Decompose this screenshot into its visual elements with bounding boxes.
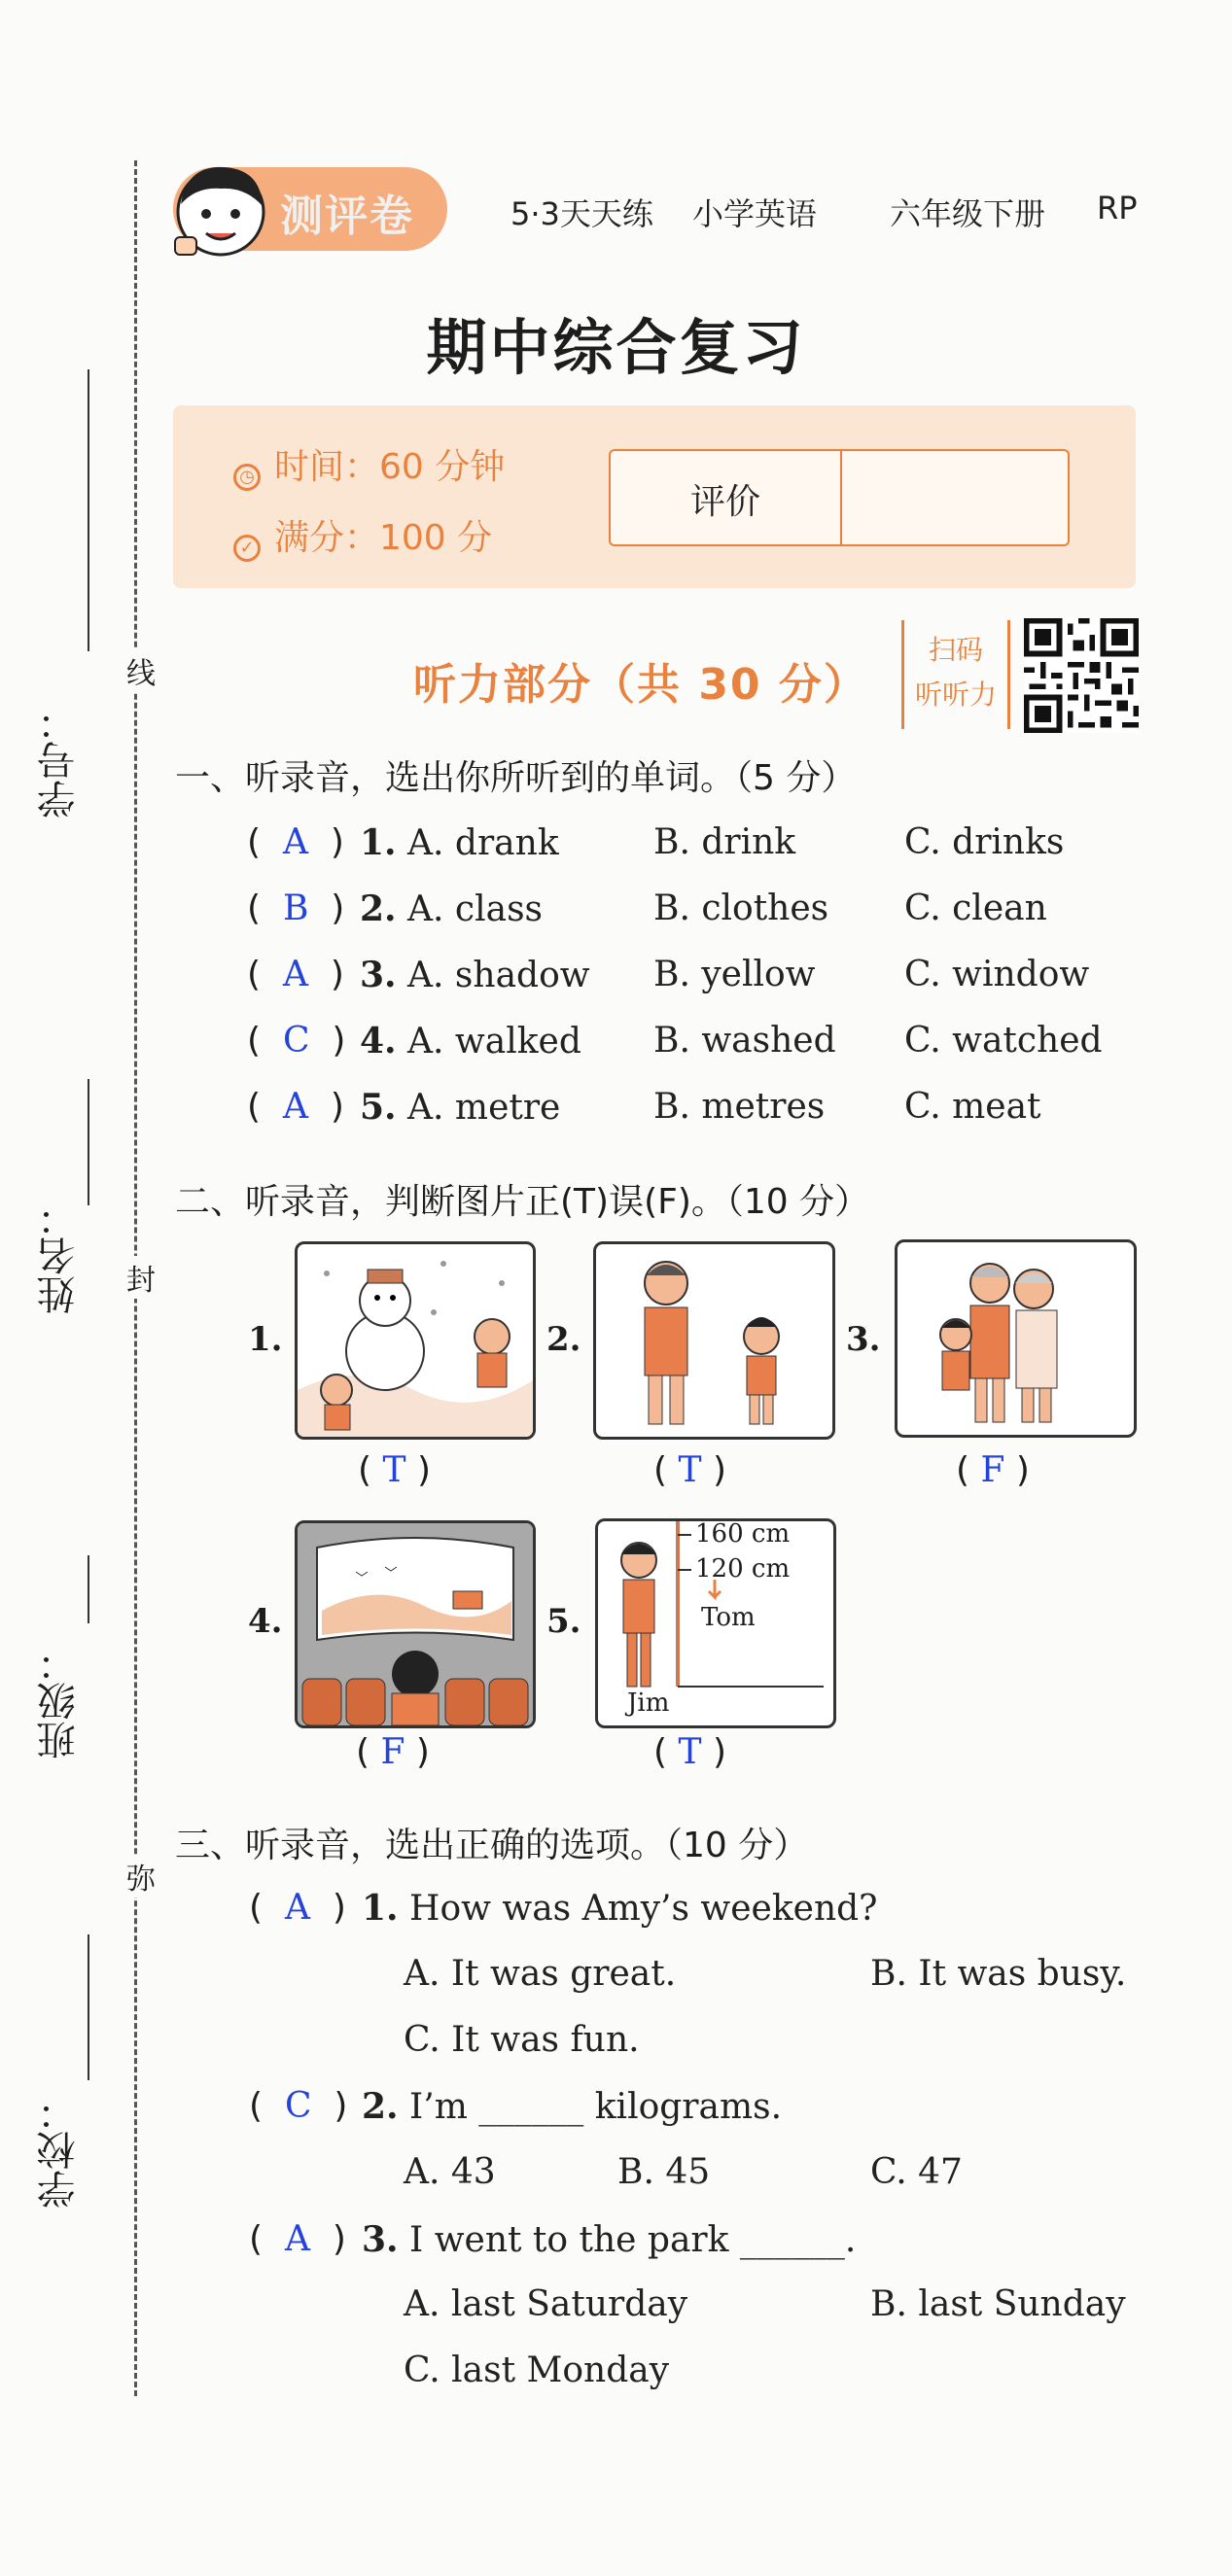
name-line [88,1079,89,1205]
pic2-man-and-girl-image [593,1241,835,1440]
header-edition: RP [1097,190,1138,226]
s3-question-number: 2. [362,2086,399,2127]
s1-option-c: C. drinks [904,822,1065,862]
mascot-icon [167,157,274,262]
s3-question [362,2086,782,2127]
s1-question [360,955,590,995]
badge-label: 测评卷 [280,191,414,241]
s1-question [360,1087,560,1128]
s1-question-number: 5. [360,1087,397,1128]
evaluation-box [609,449,1070,546]
page-title: 期中综合复习 [426,312,806,383]
s3-answer-bracket: ( A ) [249,1888,346,1928]
binding-char-mi: 弥 [126,1855,150,1897]
qr-code-icon[interactable] [1023,618,1140,733]
header-subject: 小学英语 [692,195,818,232]
s1-answer: B [282,888,309,928]
header-series: 5·3天天练 [510,195,653,232]
s1-question-number: 4. [360,1021,397,1062]
s1-option-a: A. walked [407,1022,581,1062]
pic5-label-160: 160 cm [695,1519,791,1549]
s3-option-c: C. last Monday [404,2350,670,2390]
pic1-answer: ( T ) [358,1450,432,1490]
score-text: 满分：100 分 [274,518,493,558]
section1-heading: 一、听录音，选出你所听到的单词。（5 分） [175,758,857,798]
pic5-answer-value: T [678,1732,702,1772]
s1-answer-bracket: ( B ) [247,888,345,928]
pic3-answer-value: F [980,1450,1005,1490]
class-line [88,1555,89,1623]
pic4-answer-value: F [380,1732,405,1772]
s3-question-text: I went to the park ______. [409,2220,857,2260]
s1-answer-bracket: ( A ) [247,955,344,994]
score-row [233,510,492,562]
time-row [233,439,505,491]
s3-answer-bracket: ( A ) [249,2219,346,2259]
pic4-answer: ( F ) [356,1732,430,1772]
s1-option-b: B. yellow [653,955,816,994]
pic1-answer-value: T [382,1450,406,1490]
s1-option-b: B. washed [653,1021,836,1061]
name-label: 姓名： [37,1198,82,1314]
student-no-line [88,369,89,651]
pic1-snowman-image [295,1241,536,1440]
pic2-answer-value: T [678,1450,702,1490]
s1-option-c: C. clean [904,888,1047,928]
pic1-number: 1. [248,1320,283,1359]
scan-label [901,620,1010,729]
check-icon: ✓ [233,535,261,562]
student-no-label: 学号： [37,702,82,818]
s1-answer: A [282,955,308,994]
s3-answer: A [284,2219,310,2259]
s3-option-a: A. 43 [404,2152,496,2192]
s1-question-number: 1. [360,822,397,863]
s3-answer: C [284,2086,312,2126]
s3-question-number: 1. [362,1888,399,1929]
s3-question [362,2219,856,2260]
s1-option-c: C. window [904,955,1090,994]
binding-char-line: 线 [126,649,150,692]
s1-option-b: B. clothes [653,888,829,928]
s1-option-a: A. drank [407,823,559,863]
s1-question [360,1021,581,1062]
pic5-number: 5. [546,1602,581,1641]
s1-answer-bracket: ( C ) [247,1021,346,1061]
pic5-label-tom: Tom [701,1603,756,1632]
s3-answer-bracket: ( C ) [249,2086,348,2126]
pic3-grandparents-image [895,1239,1137,1438]
s1-answer: C [282,1021,310,1061]
evaluation-label: 评价 [689,482,760,522]
binding-char-seal: 封 [126,1256,150,1299]
s3-question [362,1888,877,1929]
school-label: 学校： [37,2092,82,2209]
s1-question [360,822,559,863]
pic4-cinema-image [295,1520,536,1728]
s3-question-text: How was Amy’s weekend? [409,1889,878,1929]
s1-option-a: A. shadow [407,956,590,995]
time-text: 时间：60 分钟 [274,447,506,487]
s3-question-text: I’m ______ kilograms. [409,2087,783,2127]
pic5-answer: ( T ) [653,1732,727,1772]
s1-answer: A [282,1087,308,1127]
pic4-number: 4. [248,1602,283,1641]
s3-option-a: A. It was great. [404,1954,677,1994]
pic5-label-120: 120 cm [695,1554,791,1584]
s3-option-b: B. last Sunday [870,2284,1126,2324]
s1-question-number: 3. [360,955,397,995]
s1-option-b: B. metres [653,1087,826,1127]
s3-answer: A [284,1888,310,1928]
pic3-answer: ( F ) [956,1450,1030,1490]
s1-option-c: C. watched [904,1021,1103,1061]
school-line [88,1934,89,2080]
s3-option-b: B. 45 [617,2152,711,2192]
s3-option-c: C. 47 [870,2152,963,2192]
s1-option-a: A. metre [407,1088,561,1128]
listening-title: 听力部分（共 30 分） [413,660,868,710]
section3-heading: 三、听录音，选出正确的选项。（10 分） [175,1826,809,1865]
s1-option-b: B. drink [653,822,796,862]
pic2-number: 2. [546,1320,581,1359]
pic2-answer: ( T ) [653,1450,727,1490]
s3-option-a: A. last Saturday [404,2284,688,2324]
s3-option-b: B. It was busy. [870,1954,1127,1994]
s3-option-c: C. It was fun. [404,2020,640,2060]
s1-question-number: 2. [360,888,397,929]
scan-line-1: 扫码 [928,634,983,666]
s1-answer-bracket: ( A ) [247,1087,344,1127]
s1-answer: A [282,822,308,862]
class-label: 班级： [37,1643,82,1759]
section2-heading: 二、听录音，判断图片正(T)误(F)。（10 分） [175,1182,870,1222]
evaluation-divider [840,451,842,544]
s1-question [360,888,543,929]
scan-line-2: 听听力 [914,679,997,711]
header-grade: 六年级下册 [890,195,1046,232]
pic5-height-image [595,1518,836,1728]
s1-answer-bracket: ( A ) [247,822,344,862]
s3-question-number: 3. [362,2219,399,2260]
pic3-number: 3. [846,1320,881,1359]
s1-option-a: A. class [407,889,544,929]
s1-option-c: C. meat [904,1087,1041,1127]
clock-icon: ◷ [233,464,261,491]
pic5-label-jim: Jim [627,1688,670,1718]
